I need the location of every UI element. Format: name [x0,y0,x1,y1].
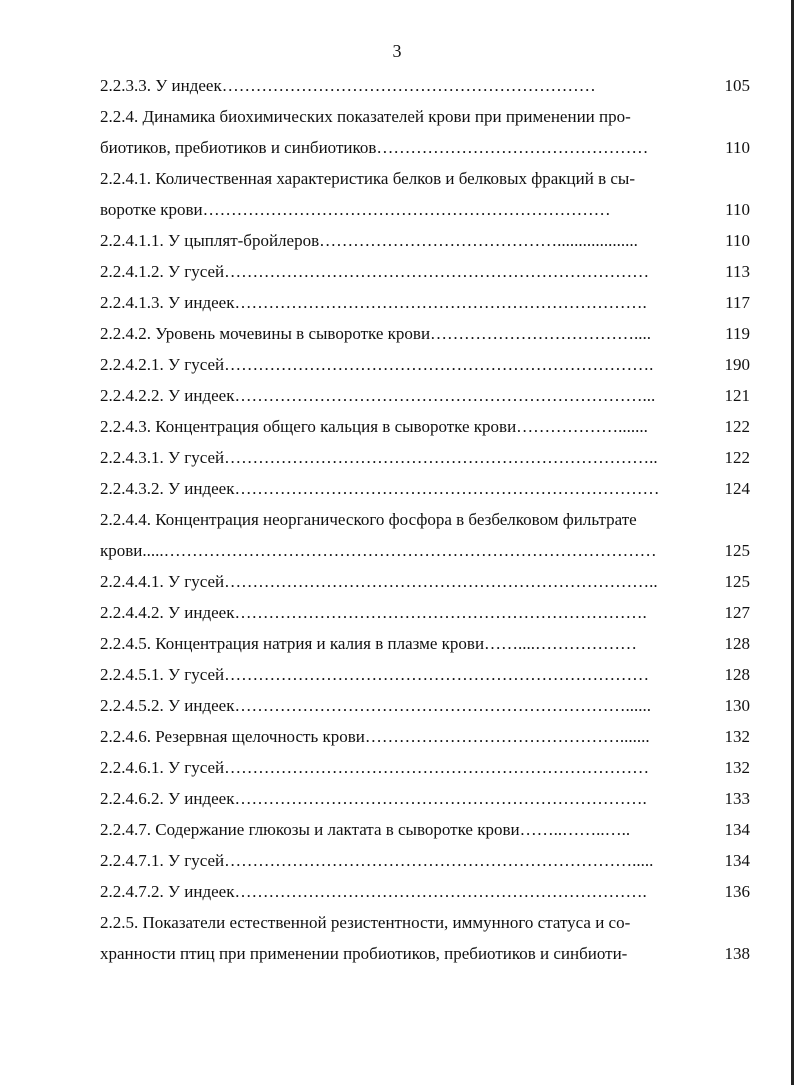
toc-entry [100,287,750,318]
toc-entry-title: воротке крови……………………………………………………………… [100,200,611,219]
toc-entry [100,752,750,783]
toc-entry-title: биотиков, пребиотиков и синбиотиков………………………………………… [100,138,649,157]
toc-entry-page: 121 [724,386,750,405]
toc-entry-title: крови.....…………………………………………………………………………… [100,541,657,560]
toc-entry-title: 2.2.4.1.2. У гусей………………………………………………………………… [100,262,650,281]
toc-entry-page: 138 [724,944,750,963]
toc-entry-title: 2.2.4.4.1. У гусей………………………………………………………………….. [100,572,658,591]
toc-entry-title: 2.2.4.7.1. У гусей………………………………………………………………..... [100,851,654,870]
toc-entry [100,101,750,132]
toc-entry-title: 2.2.4.1.1. У цыплят-бройлеров……………………………………................... [100,231,638,250]
toc-entry-page: 130 [724,696,750,715]
toc-entry-title: 2.2.4.3.2. У индеек………………………………………………………………… [100,479,660,498]
toc-entry [100,194,750,225]
toc-entry [100,628,750,659]
toc-entry-title: 2.2.4.6. Резервная щелочность крови………………………………………....... [100,727,650,746]
toc-entry [100,256,750,287]
toc-entry-title: 2.2.4.1.3. У индеек………………………………………………………………. [100,293,647,312]
toc-entry-page: 128 [724,634,750,653]
toc-entry-title: 2.2.4.5.2. У индеек……………………………………………………………...... [100,696,651,715]
toc-entry [100,783,750,814]
toc-entry-page: 127 [724,603,750,622]
toc-entry-page: 110 [725,200,750,219]
toc-entry-page: 110 [725,138,750,157]
toc-entry [100,163,750,194]
toc-entry-page: 125 [724,541,750,560]
toc-entry-title: 2.2.4.6.1. У гусей………………………………………………………………… [100,758,650,777]
toc-entry-page: 136 [724,882,750,901]
toc-entry [100,411,750,442]
toc-entry-title: 2.2.4.3. Концентрация общего кальция в сыворотке крови………………....... [100,417,648,436]
toc-entry [100,597,750,628]
toc-entry-page: 132 [724,727,750,746]
toc-entry [100,225,750,256]
toc-entry-page: 124 [724,479,750,498]
toc-entry-page: 117 [725,293,750,312]
toc-entry [100,349,750,380]
toc-entry-title: 2.2.4.2. Уровень мочевины в сыворотке крови……………………………….... [100,324,652,343]
toc-entry [100,907,750,938]
toc-entry [100,659,750,690]
toc-entry-page: 122 [724,417,750,436]
toc-entry-title: 2.2.5. Показатели естественной резистентности, иммунного статуса и со- [100,913,631,932]
toc-entry-title: 2.2.4.5.1. У гусей………………………………………………………………… [100,665,650,684]
toc-entry-page: 190 [724,355,750,374]
toc-entry-title: 2.2.4.3.1. У гусей………………………………………………………………….. [100,448,658,467]
toc-entry [100,721,750,752]
toc-entry [100,814,750,845]
toc-entry-title: 2.2.4.2.2. У индеек………………………………………………………………... [100,386,656,405]
toc-entry-page: 125 [724,572,750,591]
toc-entry-title: 2.2.4.4.2. У индеек………………………………………………………………. [100,603,647,622]
toc-entry [100,442,750,473]
toc-entry [100,70,750,101]
toc-entry-page: 110 [725,231,750,250]
toc-entry [100,938,750,969]
toc-entry [100,473,750,504]
toc-entry [100,318,750,349]
toc-entry-page: 134 [724,820,750,839]
toc-entry-page: 119 [725,324,750,343]
toc-entry-title: 2.2.4. Динамика биохимических показателей крови при применении про- [100,107,631,126]
toc-entry-title: 2.2.4.4. Концентрация неорганического фосфора в безбелковом фильтрате [100,510,637,529]
toc-entry-title: хранности птиц при применении пробиотиков, пребиотиков и синбиоти- [100,944,628,963]
toc-entry-title: 2.2.4.7.2. У индеек………………………………………………………………. [100,882,647,901]
toc-entry-title: 2.2.4.5. Концентрация натрия и калия в плазме крови……....……………… [100,634,638,653]
toc-entry [100,380,750,411]
toc-entry [100,876,750,907]
toc-entry [100,566,750,597]
toc-entry-page: 105 [724,76,750,95]
toc-entry [100,690,750,721]
toc-entry-title: 2.2.3.3. У индеек………………………………………………………… [100,76,596,95]
toc-entry-title: 2.2.4.6.2. У индеек………………………………………………………………. [100,789,647,808]
toc-entry-page: 132 [724,758,750,777]
page-number: 3 [392,41,402,61]
toc-entry [100,504,750,535]
toc-entry-page: 122 [724,448,750,467]
toc-entry-page: 133 [724,789,750,808]
table-of-contents [100,70,750,969]
toc-entry [100,845,750,876]
toc-entry-page: 128 [724,665,750,684]
toc-entry-page: 113 [725,262,750,281]
toc-entry-title: 2.2.4.1. Количественная характеристика белков и белковых фракций в сы- [100,169,636,188]
toc-entry [100,535,750,566]
toc-entry-page: 134 [724,851,750,870]
toc-entry-title: 2.2.4.7. Содержание глюкозы и лактата в сыворотке крови……..……..….. [100,820,631,839]
toc-entry-title: 2.2.4.2.1. У гусей…………………………………………………………………. [100,355,654,374]
toc-entry [100,132,750,163]
